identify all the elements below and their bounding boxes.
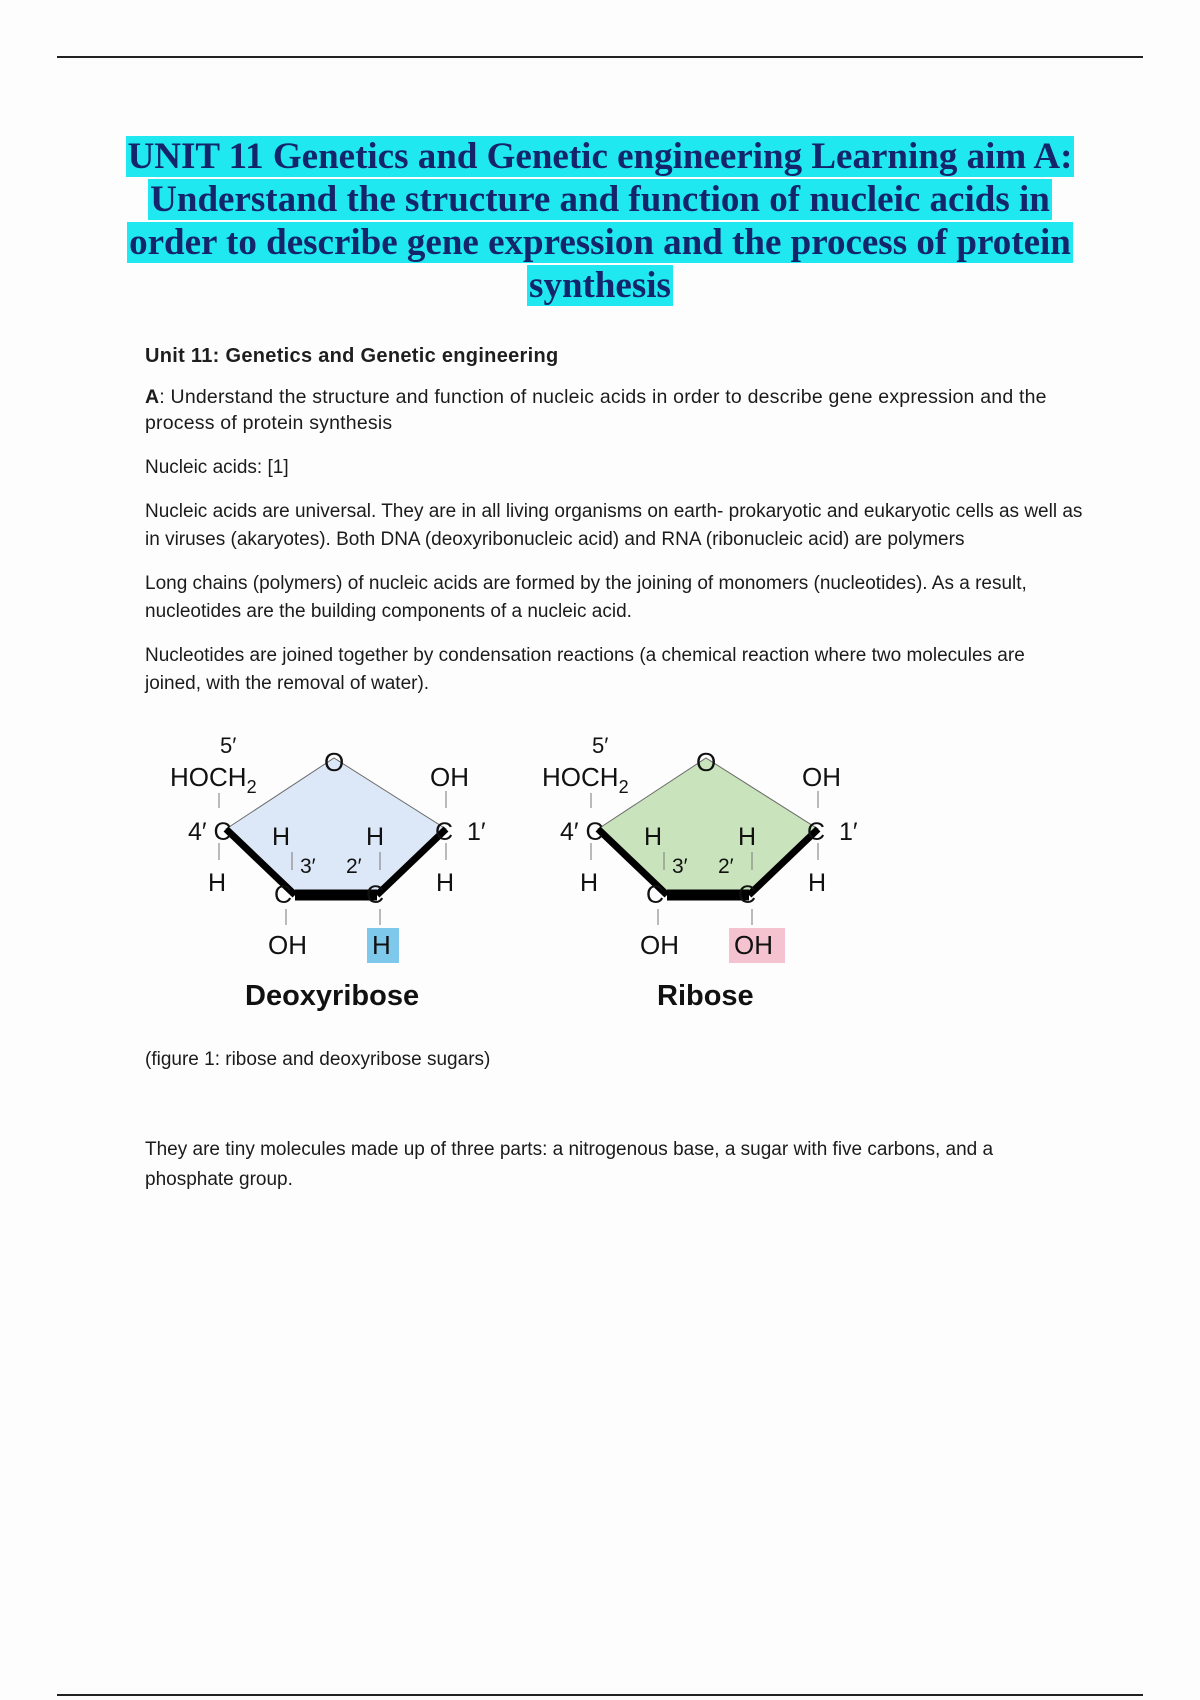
structure-label: C [366,881,385,909]
figure-caption: (figure 1: ribose and deoxyribose sugars) [145,1049,491,1070]
structure-label: H [436,869,455,897]
page-title [110,135,1090,307]
structure-label: H [208,869,227,897]
structure-label: OH [268,930,307,960]
deoxyribose-label: Deoxyribose [245,980,420,1012]
structure-label: H [808,869,827,897]
structure-label: H [644,823,663,851]
paragraph: Nucleic acids are universal. They are in all living organisms on earth- prokaryotic and eukaryotic cells as well as in viruses (akaryotes). Both DNA (deoxyribonucleic acid) and RNA (ribonucleic acid) are polymers [145,501,1083,550]
ribose-label: Ribose [657,980,754,1012]
structure-label: C 1′ [435,818,486,846]
unit-heading: Unit 11: Genetics and Genetic engineering [145,345,559,367]
structure-label: OH [734,930,773,960]
structure-label: H [272,823,291,851]
structure-label: 3′ [300,855,316,878]
structure-label: 2′ [718,855,734,878]
structure-label: OH [640,930,679,960]
paragraph: Long chains (polymers) of nucleic acids are formed by the joining of monomers (nucleotides). As a result, nucleotides are the building components of a nucleic acid. [145,573,1027,622]
structure-label: H [580,869,599,897]
hoch2-label: $HOCH_2$ [542,762,629,797]
aim-text: : Understand the structure and function of nucleic acids in order to describe gene expression and the process of protein synthesis [145,386,1047,434]
structure-label: 3′ [672,855,688,878]
title-line: UNIT 11 Genetics and Genetic engineering Learning aim A: [127,136,1073,177]
top-rule [57,56,1143,58]
title-line: synthesis [529,265,671,306]
deoxyribose-ring [226,758,446,895]
structure-label: 4′ C [560,818,604,846]
bottom-rule [57,1694,1143,1696]
structure-label: O [696,747,717,777]
aim-label: A [145,386,160,408]
structure-label: C [274,881,293,909]
paragraph: Nucleotides are joined together by condensation reactions (a chemical reaction where two molecules are joined, with the removal of water). [145,645,1025,694]
structure-label: 5′ [220,733,237,758]
ribose-structure [542,733,858,1012]
sugar-structures-figure [160,725,860,1025]
paragraph: They are tiny molecules made up of three parts: a nitrogenous base, a sugar with five carbons, and a phosphate group. [145,1139,994,1190]
ribose-ring [598,758,818,895]
structure-label: H [372,930,391,960]
structure-label: 5′ [592,733,609,758]
document-body [145,345,1085,714]
hoch2-label: $HOCH_2$ [170,762,257,797]
structure-label: H [738,823,757,851]
learning-aim-a [145,384,1085,436]
structure-label: 2′ [346,855,362,878]
structure-label: C [738,881,757,909]
structure-label: OH [430,762,469,792]
title-line: order to describe gene expression and the process of protein [129,222,1071,263]
deoxyribose-structure [170,733,486,1012]
structure-label: O [324,747,345,777]
nucleic-acids-label: Nucleic acids: [1] [145,457,289,478]
structure-label: 4′ C [188,818,232,846]
title-line: Understand the structure and function of nucleic acids in [150,179,1050,220]
structure-label: C [646,881,665,909]
structure-label: OH [802,762,841,792]
structure-label: H [366,823,385,851]
structure-label: C 1′ [807,818,858,846]
